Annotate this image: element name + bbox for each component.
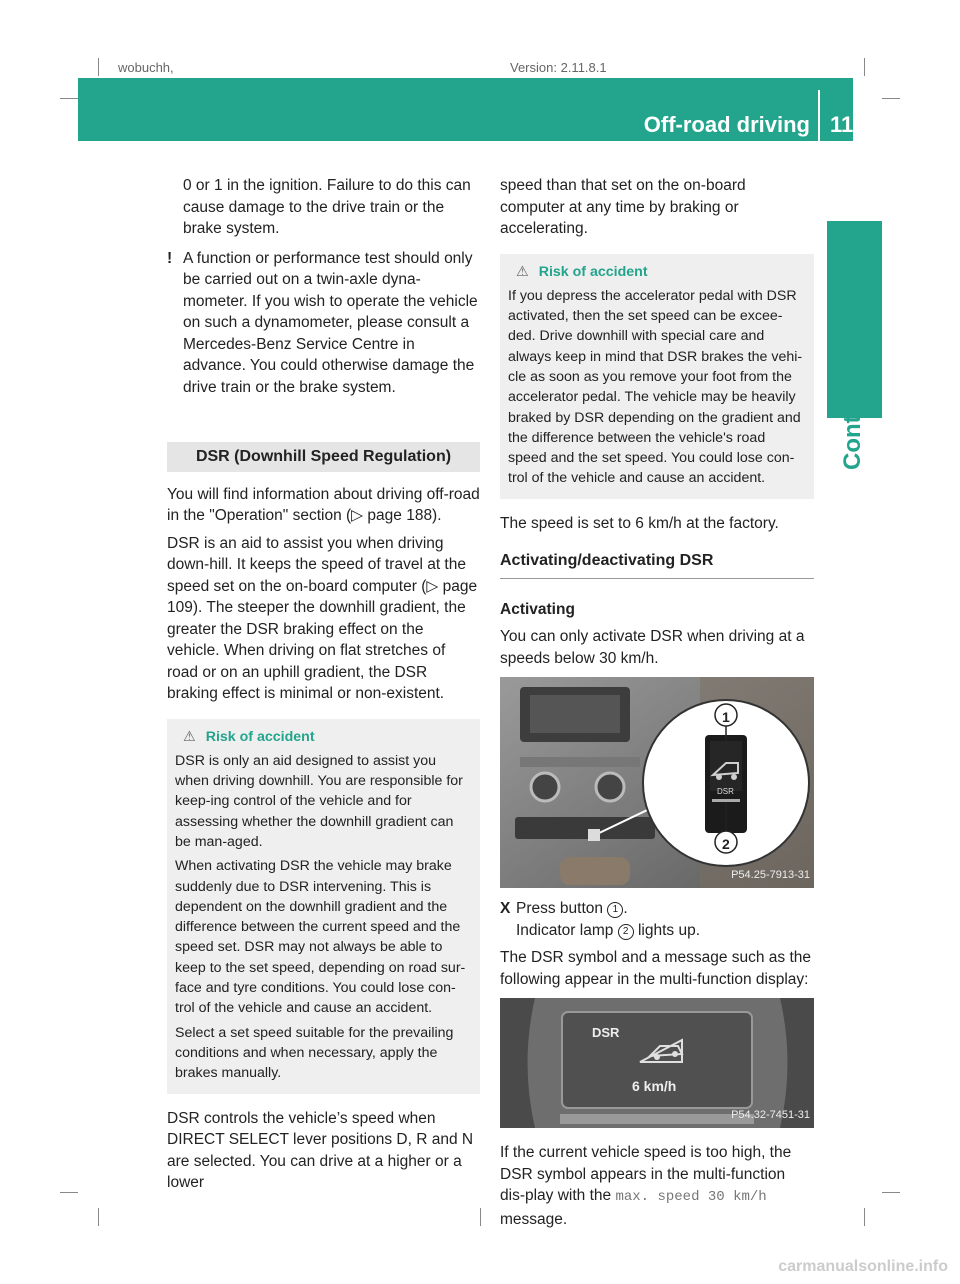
dsr-heading: DSR (Downhill Speed Regulation) bbox=[167, 442, 480, 472]
left-column bbox=[167, 175, 480, 1200]
notice-text: A function or performance test should only be carried out on a twin-axle dyna-mometer. If you wish to operate the vehicle on such a dynamometer, please consult a Mercedes-Benz Service Centre in advance. You could otherwise damage the drive train or the brake system. bbox=[183, 249, 478, 396]
warning-title-text: Risk of accident bbox=[538, 263, 648, 280]
file-meta: wobuchh, bbox=[118, 60, 174, 75]
warning-triangle-icon: ⚠ bbox=[516, 263, 529, 280]
watermark: carmanualsonline.info bbox=[778, 1258, 948, 1275]
display-message: max. speed 30 km/h bbox=[615, 1189, 767, 1206]
section-heading: Activating/deactivating DSR bbox=[500, 550, 814, 579]
notice-paragraph bbox=[167, 248, 480, 399]
crop-mark bbox=[98, 58, 99, 76]
display-speed: 6 km/h bbox=[632, 1078, 677, 1095]
paragraph: 0 or 1 in the ignition. Failure to do this can cause damage to the drive train or the brake system. bbox=[183, 177, 471, 237]
step-text: Indicator lamp bbox=[516, 921, 614, 939]
paragraph: DSR controls the vehicle’s speed when DIRECT SELECT lever positions D, R and N are selected. You can drive at a higher or a lower bbox=[167, 1109, 474, 1192]
display-dsr-label: DSR bbox=[592, 1025, 620, 1041]
callout-number: 2 bbox=[618, 924, 634, 940]
paragraph: The DSR symbol and a message such as the following appear in the multi-function display: bbox=[500, 949, 812, 988]
display-photo bbox=[500, 998, 814, 1128]
crop-mark bbox=[60, 1192, 78, 1193]
crop-mark bbox=[60, 98, 78, 99]
warning-triangle-icon: ⚠ bbox=[183, 728, 196, 745]
callout-number: 1 bbox=[607, 902, 623, 918]
instruction-step: X Press button 1 . Indicator lamp 2 lights up. bbox=[500, 900, 701, 939]
paragraph-text: message. bbox=[500, 1210, 568, 1228]
warning-box bbox=[167, 719, 480, 1094]
right-column bbox=[500, 175, 814, 1236]
version-meta: Version: 2.11.8.1 bbox=[510, 60, 607, 75]
warning-title-text: Risk of accident bbox=[205, 728, 315, 745]
step-arrow-icon: X bbox=[500, 900, 511, 918]
paragraph-text: If the current vehicle speed is too high, the DSR symbol appears in the multi-function dis-play with the bbox=[500, 1144, 792, 1205]
warning-paragraph: DSR is only an aid designed to assist you when driving downhill. You are responsible for keep-ing control of the vehicle and for assessing whether the downhill gradient can be man-aged. bbox=[175, 752, 463, 850]
warning-paragraph: Select a set speed suitable for the prevailing conditions and when necessary, apply the brakes manually. bbox=[175, 1024, 454, 1082]
paragraph bbox=[500, 1142, 814, 1230]
side-label: Controls bbox=[839, 371, 866, 470]
paragraph: speed than that set on the on-board computer at any time by braking or accelerating. bbox=[500, 177, 746, 237]
button-dsr-label: DSR bbox=[717, 787, 734, 797]
callout-1: 1 bbox=[722, 709, 730, 726]
dsr-button-photo bbox=[500, 677, 814, 888]
section-title: Off-road driving bbox=[643, 112, 810, 137]
paragraph: You can only activate DSR when driving at a speeds below 30 km/h. bbox=[500, 628, 805, 667]
crop-mark bbox=[864, 58, 865, 76]
figure-code: P54.32-7451-31 bbox=[731, 1108, 810, 1121]
warning-paragraph: If you depress the accelerator pedal with DSR activated, then the set speed can be excee-ded. Drive downhill with special care and always keep in mind that DSR brakes the vehi-cle as soon as you remove your foot from the accelerator pedal. The vehicle may be heavily braked by DSR depending on the gradient and the difference between the vehicle's road speed and the set speed. You could lose con-trol of the vehicle and cause an accident. bbox=[508, 287, 803, 487]
header-separator bbox=[818, 90, 820, 141]
callout-2: 2 bbox=[722, 836, 730, 853]
warning-paragraph: When activating DSR the vehicle may brake suddenly due to DSR intervening. This is dependent on the downhill gradient and the difference between the current speed and the speed set. DSR may not always be able to keep to the set speed, depending on road sur-face and tyre conditions. You could lose con-trol of the vehicle and cause an accident. bbox=[175, 858, 466, 1017]
step-text: lights up. bbox=[637, 921, 701, 939]
sub-heading: Activating bbox=[500, 600, 575, 618]
step-text: Press button bbox=[516, 900, 604, 918]
paragraph: You will find information about driving off-road in the "Operation" section (▷ page 188). bbox=[167, 485, 480, 524]
warning-title bbox=[175, 727, 472, 747]
crop-mark bbox=[882, 98, 900, 99]
paragraph: The speed is set to 6 km/h at the factory. bbox=[500, 514, 779, 532]
warning-title bbox=[508, 262, 806, 282]
crop-mark bbox=[98, 1208, 99, 1226]
figure-code: P54.25-7913-31 bbox=[731, 868, 810, 881]
crop-mark bbox=[480, 1208, 481, 1226]
crop-mark bbox=[864, 1208, 865, 1226]
crop-mark bbox=[882, 1192, 900, 1193]
paragraph: DSR is an aid to assist you when driving down-hill. It keeps the speed of travel at the speed set on the on-board computer (▷ page 109). The steeper the downhill gradient, the greater the DSR braking effect on the vehicle. When driving on flat stretches of road or on an uphill gradient, the DSR braking effect is minimal or non-existent. bbox=[167, 534, 478, 702]
exclamation-icon: ! bbox=[167, 249, 173, 267]
page-number: 113 bbox=[830, 112, 866, 137]
warning-box bbox=[500, 254, 814, 499]
